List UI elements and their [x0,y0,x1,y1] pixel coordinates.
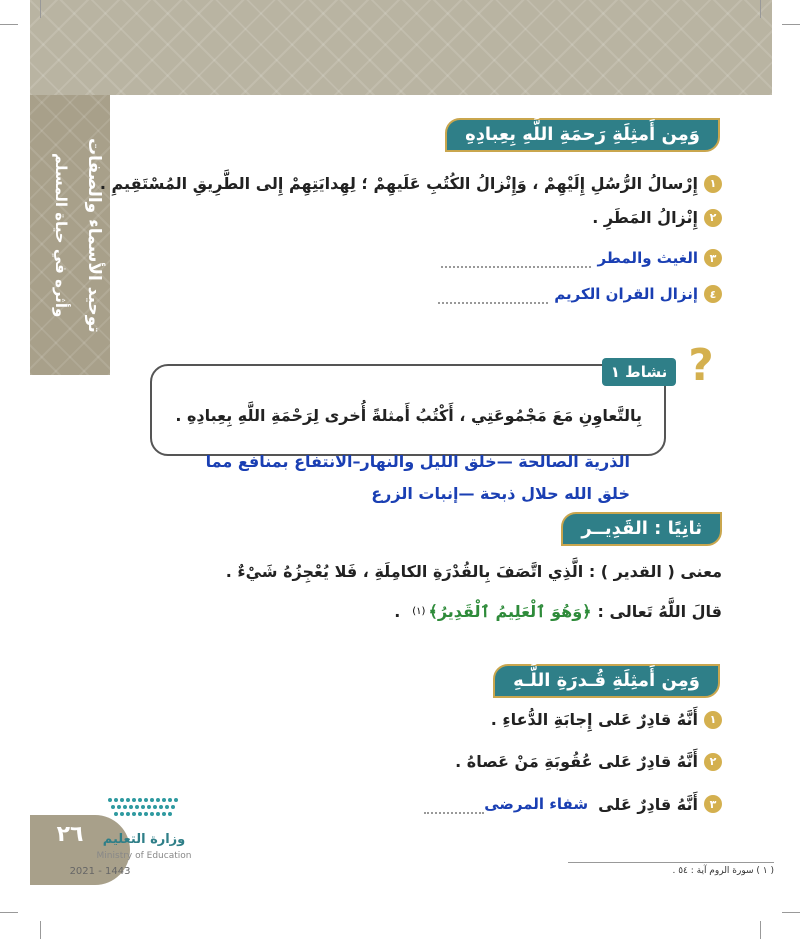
activity-answer-text: خلق الله حلال ذبحة —إنبات الزرع [371,484,630,503]
item-number-badge: ٢ [704,209,722,227]
item-number-badge: ٤ [704,285,722,303]
ministry-name-ar: وزارة التعليم [102,832,186,847]
section-heading-al-qadeer: ثانِيًا : القَدِيــر [561,512,722,546]
crop-mark [0,24,18,25]
section-heading-power: وَمِن أَمثِلَةِ قُـدرَةِ اللَّـهِ [493,664,720,698]
item-text: إِرْسالُ الرُّسُلِ إِلَيْهِمْ ، وَإِنْزالُ الكُتُبِ عَلَيهِمْ ؛ لِهِدايَتِهِمْ إِلى الطَّرِيقِ المُسْتَقِيمِ . [99,174,698,193]
meaning-line [226,562,722,581]
verse-period: . [394,602,401,621]
crop-mark [0,912,18,913]
crop-mark [760,921,761,939]
list-item [455,752,722,771]
item-text: أَنَّهُ قادِرٌ عَلى [598,794,698,814]
footnote-reference: (١) [412,606,426,617]
crop-mark [40,921,41,939]
activity-answer-line2 [371,484,630,503]
side-title-line1: توحيد الأسماء والصفات [84,137,104,333]
item-text: أَنَّهُ قادِرٌ عَلى إِجابَةِ الدُّعاءِ . [490,710,698,729]
page-number: ٢٦ [56,822,84,847]
verse-line [394,602,722,621]
crop-mark [782,912,800,913]
quran-verse: ﴿وَهُوَ ٱلْعَلِيمُ ٱلْقَدِيرُ﴾ [428,602,592,621]
edition-year: 2021 - 1443 [69,866,131,877]
list-item [491,710,722,729]
item-number-badge: ٣ [704,249,722,267]
ministry-logo-icon [100,792,190,822]
crop-mark [40,0,41,18]
list-item [424,794,722,814]
crop-mark [760,0,761,18]
item-text: إِنْزالُ المَطَرِ . [592,208,698,227]
answer-text: شفاء المرضى [484,795,589,813]
item-text: أَنَّهُ قادِرٌ عَلى عُقُوبَةِ مَنْ عَصاهُ . [455,752,698,771]
footnote: ( ١ ) سورة الروم آية : ٥٤ . [672,866,774,876]
activity-instruction-text: بِالتَّعاوِنِ مَعَ مَجْمُوعَتِي ، أَكْتُبُ أَمثلةً أُخرى لِرَحْمَةِ اللَّهِ بِعِبادِهِ . [175,406,642,425]
activity-instruction [175,406,642,425]
answer-dotted-line [438,284,548,304]
side-title-line2: وأثره في حياة المسلم [52,152,70,318]
answer-text: إنزال القران الكريم [554,285,698,303]
unit-side-title [30,105,110,365]
question-mark-icon: ? [688,340,714,391]
item-number-badge: ١ [704,711,722,729]
header-pattern-band [30,0,772,95]
activity-label: نشاط ١ [602,358,676,386]
answer-text: الغيث والمطر [597,249,698,267]
list-item [592,208,722,227]
item-number-badge: ١ [704,175,722,193]
activity-answer-text: الذرية الصالحة —خلق الليل والنهار–الانتفاع بمنافع مما [205,452,630,471]
ministry-name-en: Ministry of Education [96,851,192,861]
section-heading-mercy: وَمِن أَمثِلَةِ رَحمَةِ اللَّهِ بِعِبادِهِ [445,118,720,152]
list-item [441,248,722,268]
verse-intro: قالَ اللَّهُ تَعالى : [597,602,722,621]
list-item [100,174,722,193]
footnote-divider [568,862,774,863]
item-number-badge: ٢ [704,753,722,771]
list-item [438,284,722,304]
item-number-badge: ٣ [704,795,722,813]
activity-answer-line1 [206,452,630,471]
answer-dotted-line [424,794,484,814]
answer-dotted-line [441,248,591,268]
meaning-text: معنى ( القدير ) : الَّذِي اتَّصَفَ بِالقُدْرَةِ الكامِلَةِ ، فَلا يُعْجِزُهُ شَيْءٌ . [225,562,722,581]
crop-mark [782,24,800,25]
